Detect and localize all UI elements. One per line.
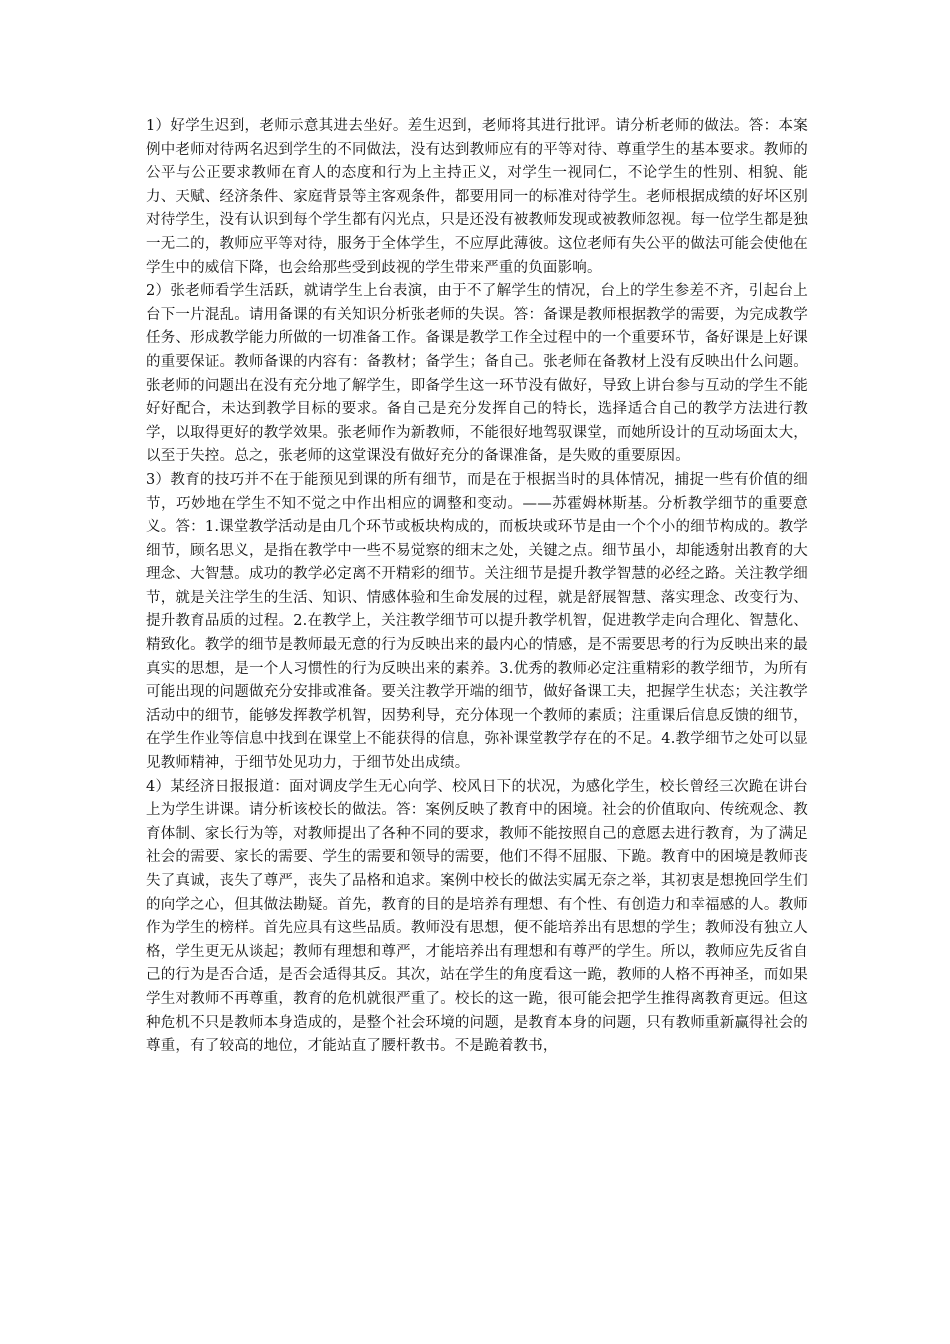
document-body xyxy=(146,115,808,1059)
paragraph-case-3: 3）教育的技巧并不在于能预见到课的所有细节，而是在于根据当时的具体情况，捕捉一些有价值的细节，巧妙地在学生不知不觉之中作出相应的调整和变动。——苏霍姆林斯基。分析教学细节的重要意义。答：1.课堂教学活动是由几个环节或板块构成的，而板块或环节是由一个个小的细节构成的。教学细节，顾名思义，是指在教学中一些不易觉察的细末之处，关键之点。细节虽小，却能透射出教育的大理念、大智慧。成功的教学必定离不开精彩的细节。关注细节是提升教学智慧的必经之路。关注教学细节，就是关注学生的生活、知识、情感体验和生命发展的过程，就是舒展智慧、落实理念、改变行为、提升教育品质的过程。2.在教学上，关注教学细节可以提升教学机智，促进教学走向合理化、智慧化、精致化。教学的细节是教师最无意的行为反映出来的最内心的情感，是不需要思考的行为反映出来的最真实的思想，是一个人习惯性的行为反映出来的素养。3.优秀的教师必定注重精彩的教学细节，为所有可能出现的问题做充分安排或准备。要关注教学开端的细节，做好备课工夫，把握学生状态；关注教学活动中的细节，能够发挥教学机智，因势利导，充分体现一个教师的素质；注重课后信息反馈的细节，在学生作业等信息中找到在课堂上不能获得的信息，弥补课堂教学存在的不足。4.教学细节之处可以显见教师精神，于细节处见功力，于细节处出成绩。 xyxy=(146,471,808,772)
paragraph-case-4: 4）某经济日报报道：面对调皮学生无心向学、校风日下的状况，为感化学生，校长曾经三次跪在讲台上为学生讲课。请分析该校长的做法。答：案例反映了教育中的困境。社会的价值取向、传统观念、教育体制、家长行为等，对教师提出了各种不同的要求，教师不能按照自己的意愿去进行教育，为了满足社会的需要、家长的需要、学生的需要和领导的需要，他们不得不屈服、下跪。教育中的困境是教师丧失了真诚，丧失了尊严，丧失了品格和追求。案例中校长的做法实属无奈之举，其初衷是想挽回学生们的向学之心，但其做法勘疑。首先，教育的目的是培养有理想、有个性、有创造力和幸福感的人。教师作为学生的榜样。首先应具有这些品质。教师没有思想，便不能培养出有思想的学生；教师没有独立人格，学生更无从谈起；教师有理想和尊严，才能培养出有理想和有尊严的学生。所以，教师应先反省自己的行为是否合适，是否会适得其反。其次，站在学生的角度看这一跪，教师的人格不再神圣，而如果学生对教师不再尊重，教育的危机就很严重了。校长的这一跪，很可能会把学生推得离教育更远。但这种危机不只是教师本身造成的，是整个社会环境的问题，是教育本身的问题，只有教师重新赢得社会的尊重，有了较高的地位，才能站直了腰杆教书。不是跪着教书， xyxy=(146,778,808,1055)
paragraph-case-1: 1）好学生迟到，老师示意其进去坐好。差生迟到，老师将其进行批评。请分析老师的做法。答：本案例中老师对待两名迟到学生的不同做法，没有达到教师应有的平等对待、尊重学生的基本要求。教师的公平与公正要求教师在育人的态度和行为上主持正义，对学生一视同仁，不论学生的性别、相貌、能力、天赋、经济条件、家庭背景等主客观条件，都要用同一的标准对待学生。老师根据成绩的好坏区别对待学生，没有认识到每个学生都有闪光点，只是还没有被教师发现或被教师忽视。每一位学生都是独一无二的，教师应平等对待，服务于全体学生，不应厚此薄彼。这位老师有失公平的做法可能会使他在学生中的威信下降，也会给那些受到歧视的学生带来严重的负面影响。 xyxy=(146,118,808,276)
paragraph-case-2: 2）张老师看学生活跃，就请学生上台表演，由于不了解学生的情况，台上的学生参差不齐，引起台上台下一片混乱。请用备课的有关知识分析张老师的失误。答：备课是教师根据教学的需要，为完成教学任务、形成教学能力所做的一切准备工作。备课是教学工作全过程中的一个重要环节，备好课是上好课的重要保证。教师备课的内容有：备教材；备学生；备自己。张老师在备教材上没有反映出什么问题。张老师的问题出在没有充分地了解学生，即备学生这一环节没有做好，导致上讲台参与互动的学生不能好好配合，未达到教学目标的要求。备自己是充分发挥自己的特长，选择适合自己的教学方法进行教学，以取得更好的教学效果。张老师作为新教师，不能很好地驾驭课堂，而她所设计的互动场面太大，以至于失控。总之，张老师的这堂课没有做好充分的备课准备，是失败的重要原因。 xyxy=(146,283,808,465)
